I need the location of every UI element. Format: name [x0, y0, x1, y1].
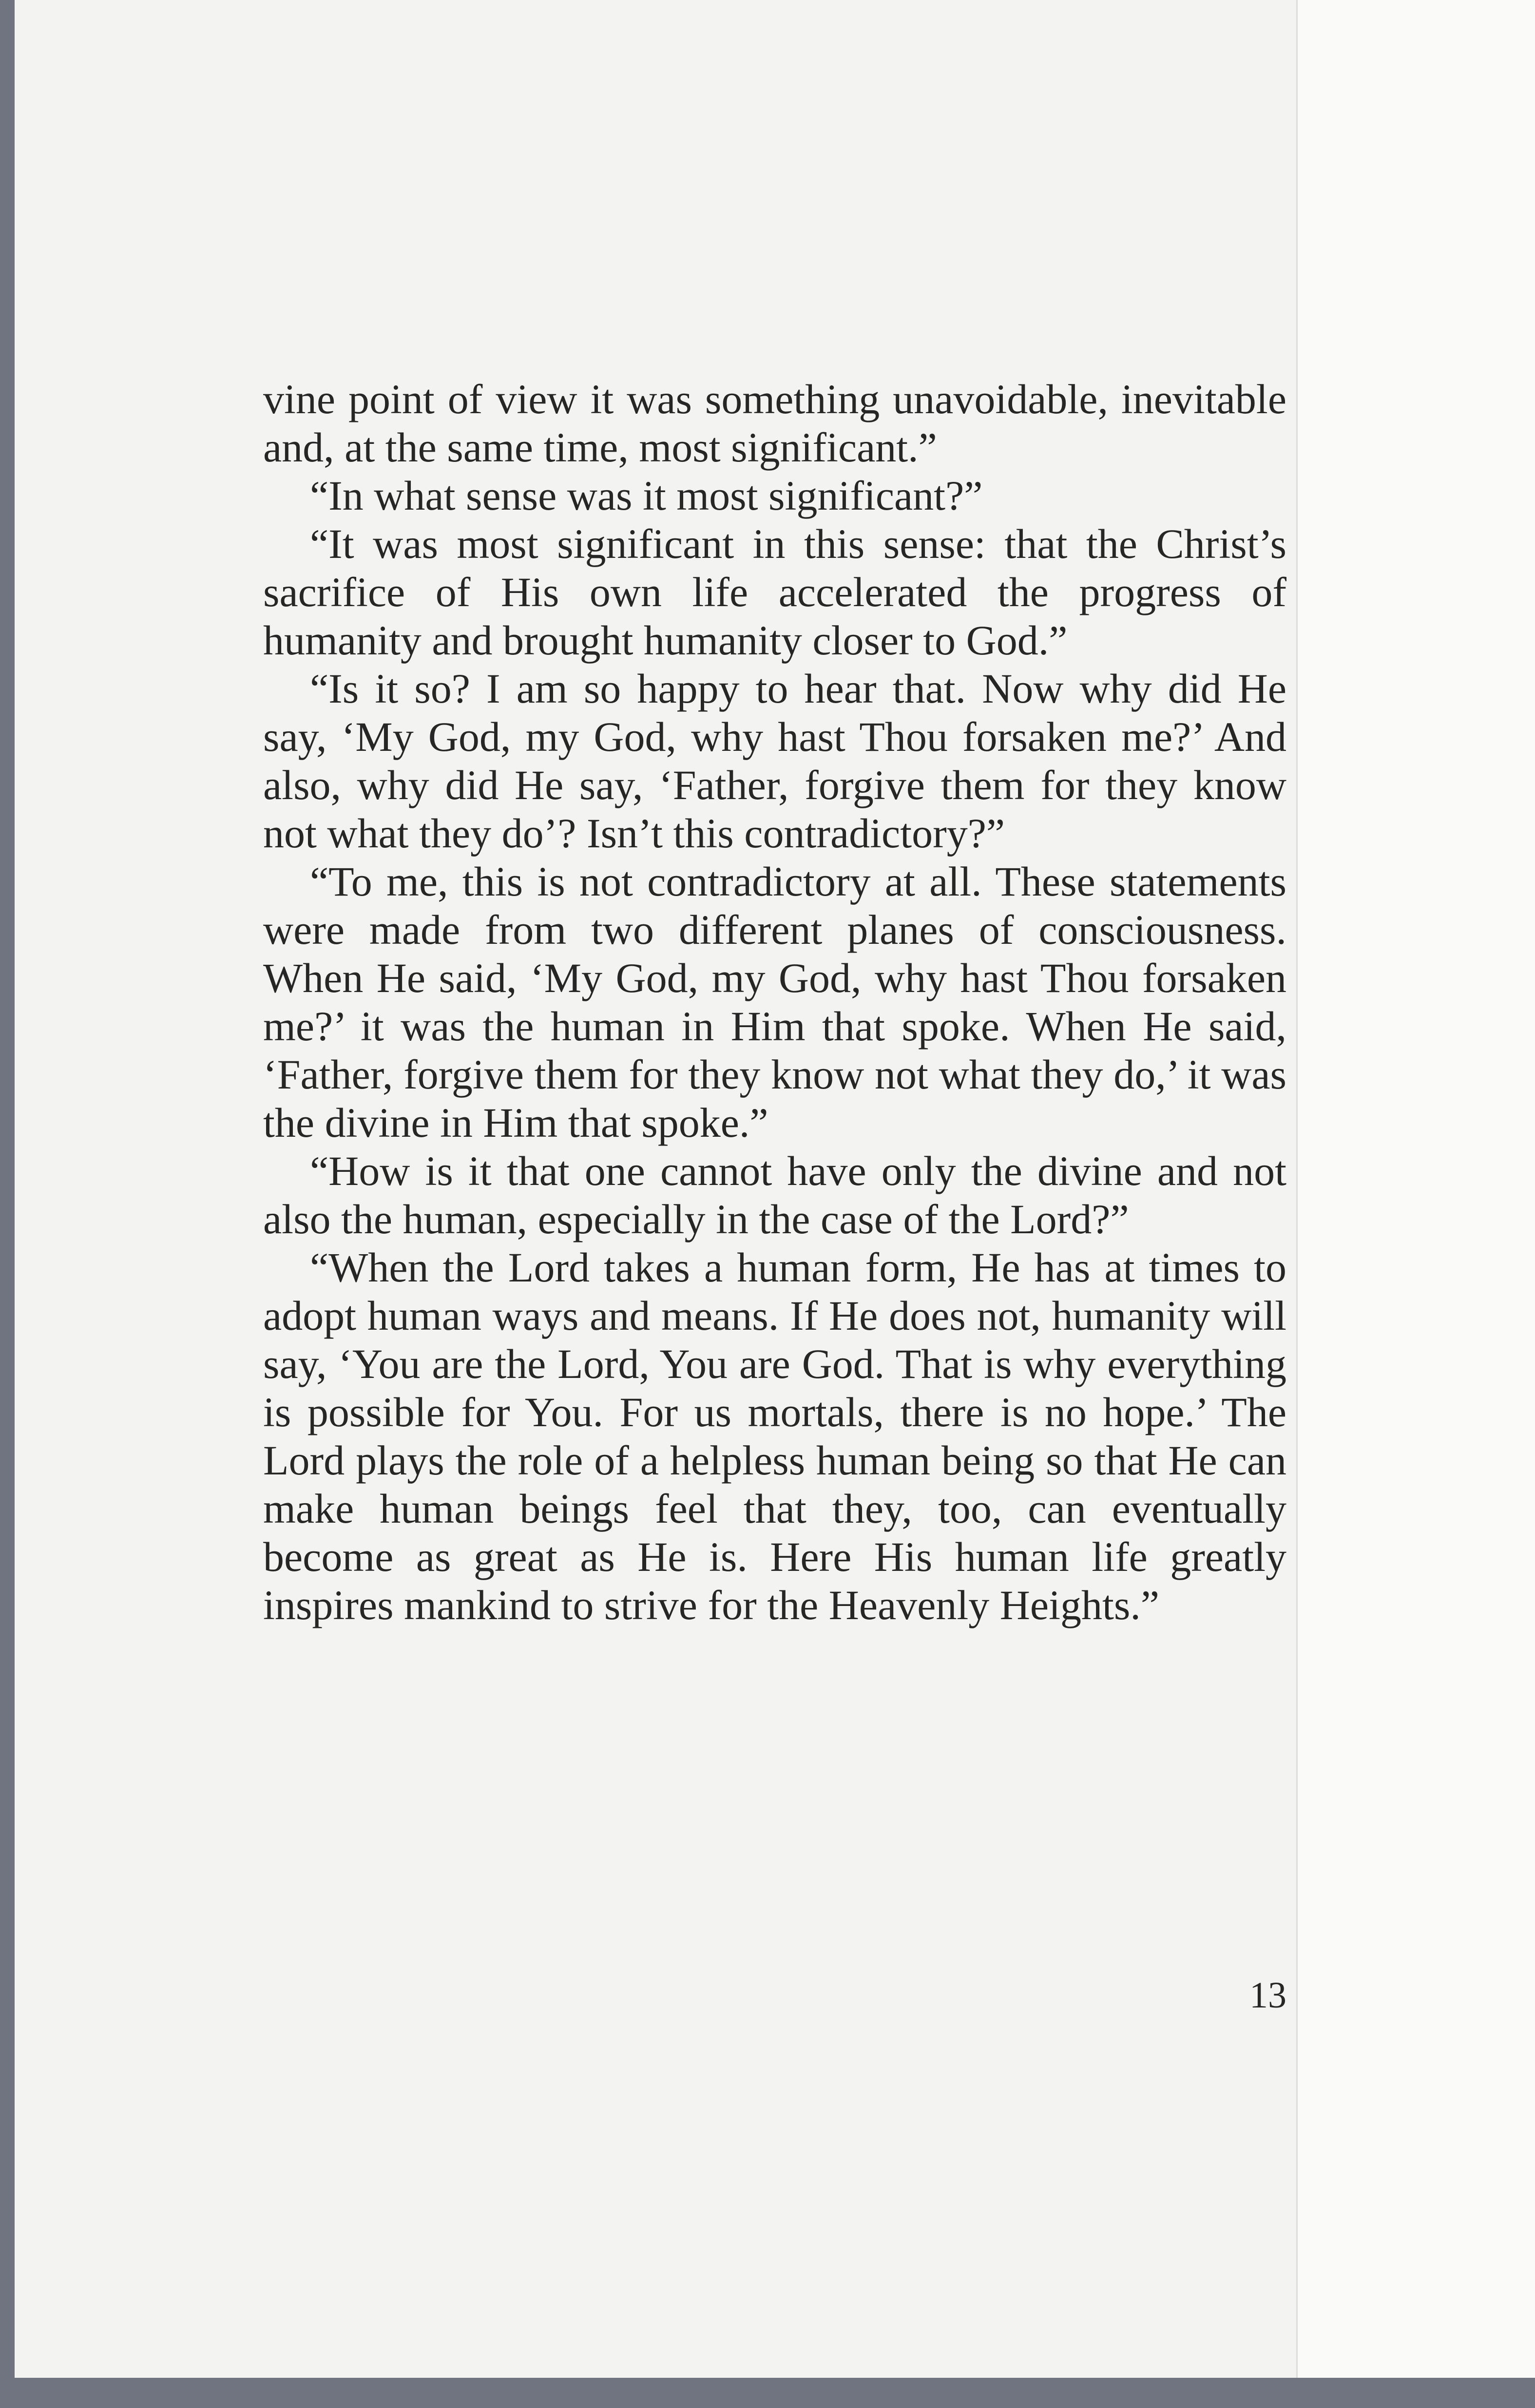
page-fold — [1296, 0, 1535, 2378]
scan-edge-left — [0, 0, 15, 2408]
paragraph-4: “Is it so? I am so happy to hear that. Now why did He say, ‘My God, my God, why hast Thou forsaken me?’ And also, why did He say, ‘Father, forgive them for they know not what they do’? Isn’t this contradictory?” — [263, 665, 1286, 857]
paragraph-3: “It was most significant in this sense: that the Christ’s sacrifice of His own life accelerated the progress of humanity and brought humanity closer to God.” — [263, 520, 1286, 664]
paragraph-5: “To me, this is not contradictory at all. These statements were made from two different planes of consciousness. When He said, ‘My God, my God, why hast Thou forsaken me?’ it was the human in Him that spoke. When He said, ‘Father, forgive them for they know not what they do,’ it was the divine in Him that spoke.” — [263, 858, 1286, 1146]
paragraph-7: “When the Lord takes a human form, He has at times to adopt human ways and means. If He does not, humanity will say, ‘You are the Lord, You are God. That is why everything is possible for You. For us mortals, there is no hope.’ The Lord plays the role of a helpless human being so that He can make human beings feel that they, too, can eventually become as great as He is. Here His human life greatly inspires mankind to strive for the Heavenly Heights.” — [263, 1244, 1286, 1628]
paragraph-2: “In what sense was it most significant?” — [310, 472, 983, 519]
body-text — [263, 375, 1286, 1629]
paragraph-1: vine point of view it was something unavoidable, inevitable and, at the same time, most significant.” — [263, 376, 1286, 471]
scan-edge-bottom — [0, 2378, 1535, 2408]
paragraph-6: “How is it that one cannot have only the divine and not also the human, especially in the case of the Lord?” — [263, 1147, 1286, 1242]
page-number: 13 — [1249, 1975, 1286, 2016]
